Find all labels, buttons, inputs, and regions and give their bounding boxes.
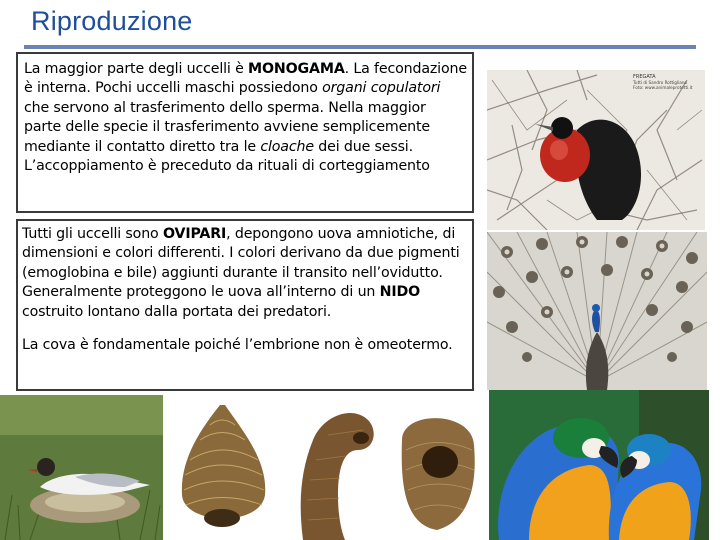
bold-term-nido: NIDO	[379, 284, 420, 301]
italic-term-organi: organi copulatori	[322, 80, 441, 97]
photo-caption-3: Foto: www.animaleprotetti.it	[633, 85, 693, 90]
gull-nest-photo	[0, 395, 163, 540]
paragraph-incubation: La cova è fondamentale poiché l’embrione non è omeotermo.	[22, 337, 453, 354]
photo-caption-1: FREGATA	[633, 74, 656, 80]
paragraph-oviparity	[22, 225, 467, 355]
peacock-photo	[487, 232, 707, 390]
frigatebird-photo	[487, 70, 705, 230]
text-run: che servono al trasferimento dello sperma. Nella maggior parte delle specie il trasferimento avviene semplicemente mediante il contatto diretto tra le	[24, 99, 430, 155]
text-run: La maggior parte degli uccelli è	[24, 61, 249, 77]
bold-term-ovipari: OVIPARI	[162, 226, 227, 242]
macaws-photo	[489, 390, 709, 540]
tube-nest-photo	[283, 400, 385, 540]
text-run: Tutti gli uccelli sono	[22, 226, 163, 242]
page-title: Riproduzione	[31, 6, 193, 36]
hanging-nest-photo	[170, 400, 275, 540]
text-run: , depongono uova amniotiche, di dimensioni e colori differenti. I colori derivano da due pigmenti (emoglobina e bile) aggiunti durante il transito nell’ovidutto. Generalmente proteggono le uova all’interno di un	[22, 226, 460, 301]
text-run: . La fecondazione è interna. Pochi uccelli maschi possiedono	[24, 61, 467, 97]
text-run: costruito lontano dalla portata dei predatori.	[22, 303, 332, 320]
cup-nest-photo	[392, 400, 482, 540]
text-run: dei due sessi. L’accoppiamento è preceduto da rituali di corteggiamento	[24, 138, 430, 175]
italic-term-cloache: cloache	[260, 138, 314, 155]
title-underline	[24, 45, 696, 49]
text-box-oviparity	[16, 219, 474, 391]
paragraph-monogamy	[24, 60, 467, 176]
text-box-monogamy	[16, 52, 474, 213]
bold-term-monogama: MONOGAMA	[248, 61, 345, 77]
photo-caption-2: Tutti di Sandro Rottigliano	[633, 80, 688, 85]
